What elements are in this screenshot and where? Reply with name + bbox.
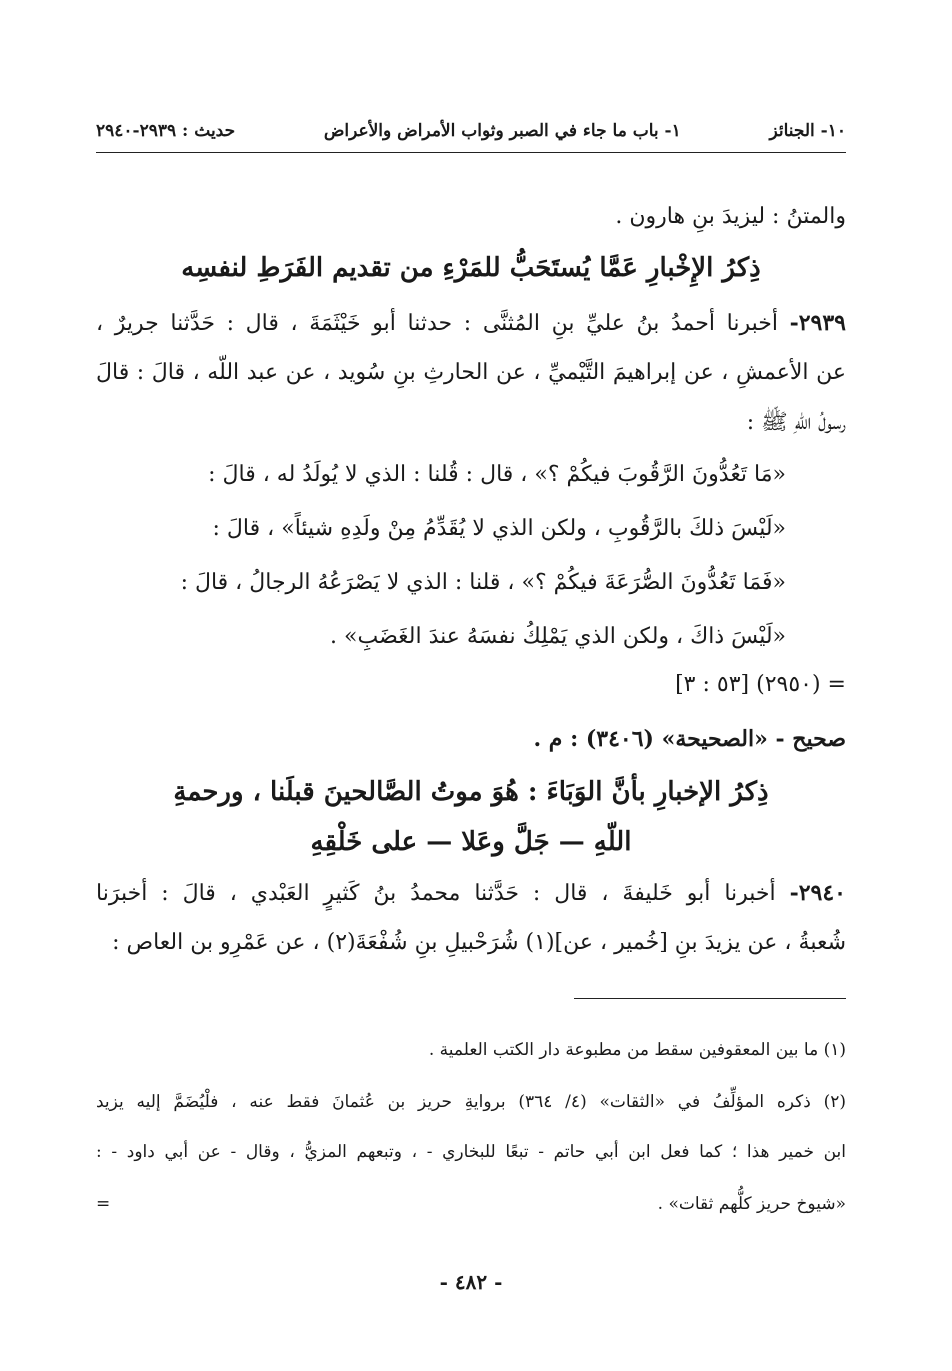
grade-2939: صحيح - «الصحيحة» (٣٤٠٦) : م .: [533, 726, 846, 752]
chapter-title-2-line-1: ذِكرُ الإخبارِ بأنَّ الوَبَاءَ : هُوَ موتُ الصَّالحينَ قبلَنا ، ورحمةِ: [173, 777, 769, 807]
footnote-2-line-2: ابن خمير هذا ؛ كما فعل ابن أبي حاتم - تبعًا للبخاري - ، وتبعهم المزيُّ ، وقال - عن أبي داود - :: [96, 1142, 846, 1162]
footnote-divider: [574, 998, 846, 999]
hadith-2939-line-2: عن الأعمشِ ، عن إبراهيمَ التَّيْميِّ ، عن الحارثِ بنِ سُويد ، عن عبد اللّه ، قالَ : قالَ: [96, 360, 846, 385]
hadith-2939-quote-3: «فَمَا تَعُدُّونَ الصُّرَعَةَ فيكُمْ ؟» ، قلنا : الذي لا يَصْرَعُهُ الرجالُ ، قالَ :: [180, 570, 786, 595]
header-chapter: ١٠- الجنائز: [769, 121, 846, 141]
footnote-2-line-3: «شيوخ حريز كلُّهم ثقات» .: [657, 1194, 846, 1214]
hadith-number-2939: ٢٩٣٩-: [789, 310, 846, 336]
hadith-2940-text-1: أخبرنا أبو خَليفةَ ، قال : حَدَّثنا محمدُ بنُ كَثيرٍ العَبْدي ، قالَ : أخبرَنا: [96, 881, 776, 906]
hadith-2939-text-1: أخبرنا أحمدُ بنُ عليِّ بنِ المُثنَّى : حدثنا أبو خَيْثَمَةَ ، قال : حَدَّثنا جريرٌ ،: [96, 311, 778, 336]
document-page: [96, 0, 846, 1371]
hadith-2939-line-3: رسولُ اللّهِ ﷺ :: [746, 410, 846, 435]
chapter-title-2-line-2: اللّهِ — جَلَّ وعَلا — على خَلْقِهِ: [310, 827, 632, 857]
header-divider: [96, 152, 846, 153]
footnote-1: (١) ما بين المعقوفين سقط من مطبوعة دار الكتب العلمية .: [428, 1040, 846, 1060]
footnote-continuation-mark: =: [96, 1194, 111, 1214]
hadith-number-2940: ٢٩٤٠-: [789, 880, 846, 906]
hadith-2939-quote-1: «مَا تَعُدُّونَ الرَّقُوبَ فيكُمْ ؟» ، قال : قُلنا : الذي لا يُولَدُ له ، قالَ :: [208, 462, 786, 487]
intro-line: والمتنُ : ليزيدَ بنِ هارون .: [615, 204, 846, 229]
hadith-2940-line-1: [96, 876, 846, 911]
header-hadith-range: حديث : ٢٩٣٩-٢٩٤٠: [96, 121, 236, 141]
running-header: [96, 116, 846, 146]
hadith-2939-line-1: [96, 306, 846, 341]
page-number: - ٤٨٢ -: [439, 1270, 503, 1294]
hadith-2939-quote-2: «لَيْسَ ذلكَ بالرَّقُوبِ ، ولكن الذي لا يُقَدِّمُ مِنْ ولَدِهِ شيئاً» ، قالَ :: [212, 516, 786, 541]
hadith-2940-line-2: شُعبةُ ، عن يزيدَ بنِ [خُمير ، عن](١) شُرَحْبيلِ بنِ شُفْعَةَ(٢) ، عن عَمْرِو بن العاص :: [112, 930, 846, 955]
header-section: ١- باب ما جاء في الصبر وثواب الأمراض والأعراض: [323, 121, 681, 141]
footnote-2-line-1: (٢) ذكره المؤلِّفُ في «الثقات» (٤/ ٣٦٤) بروايةِ حريز بن عُثمانَ فقط عنه ، فلْيُضَمَّ إليه يزيد: [96, 1092, 846, 1112]
chapter-title-1: ذِكرُ الإِخْبارِ عَمَّا يُستَحَبُّ للمَرْءِ من تقديم الفَرَطِ لنفسِه: [181, 253, 761, 283]
crossref-2939: = (٢٩٥٠) [٥٣ : ٣]: [675, 672, 846, 697]
hadith-2939-quote-4: «لَيْسَ ذاكَ ، ولكن الذي يَمْلِكُ نفسَهُ عندَ الغَضَبِ» .: [330, 624, 786, 649]
